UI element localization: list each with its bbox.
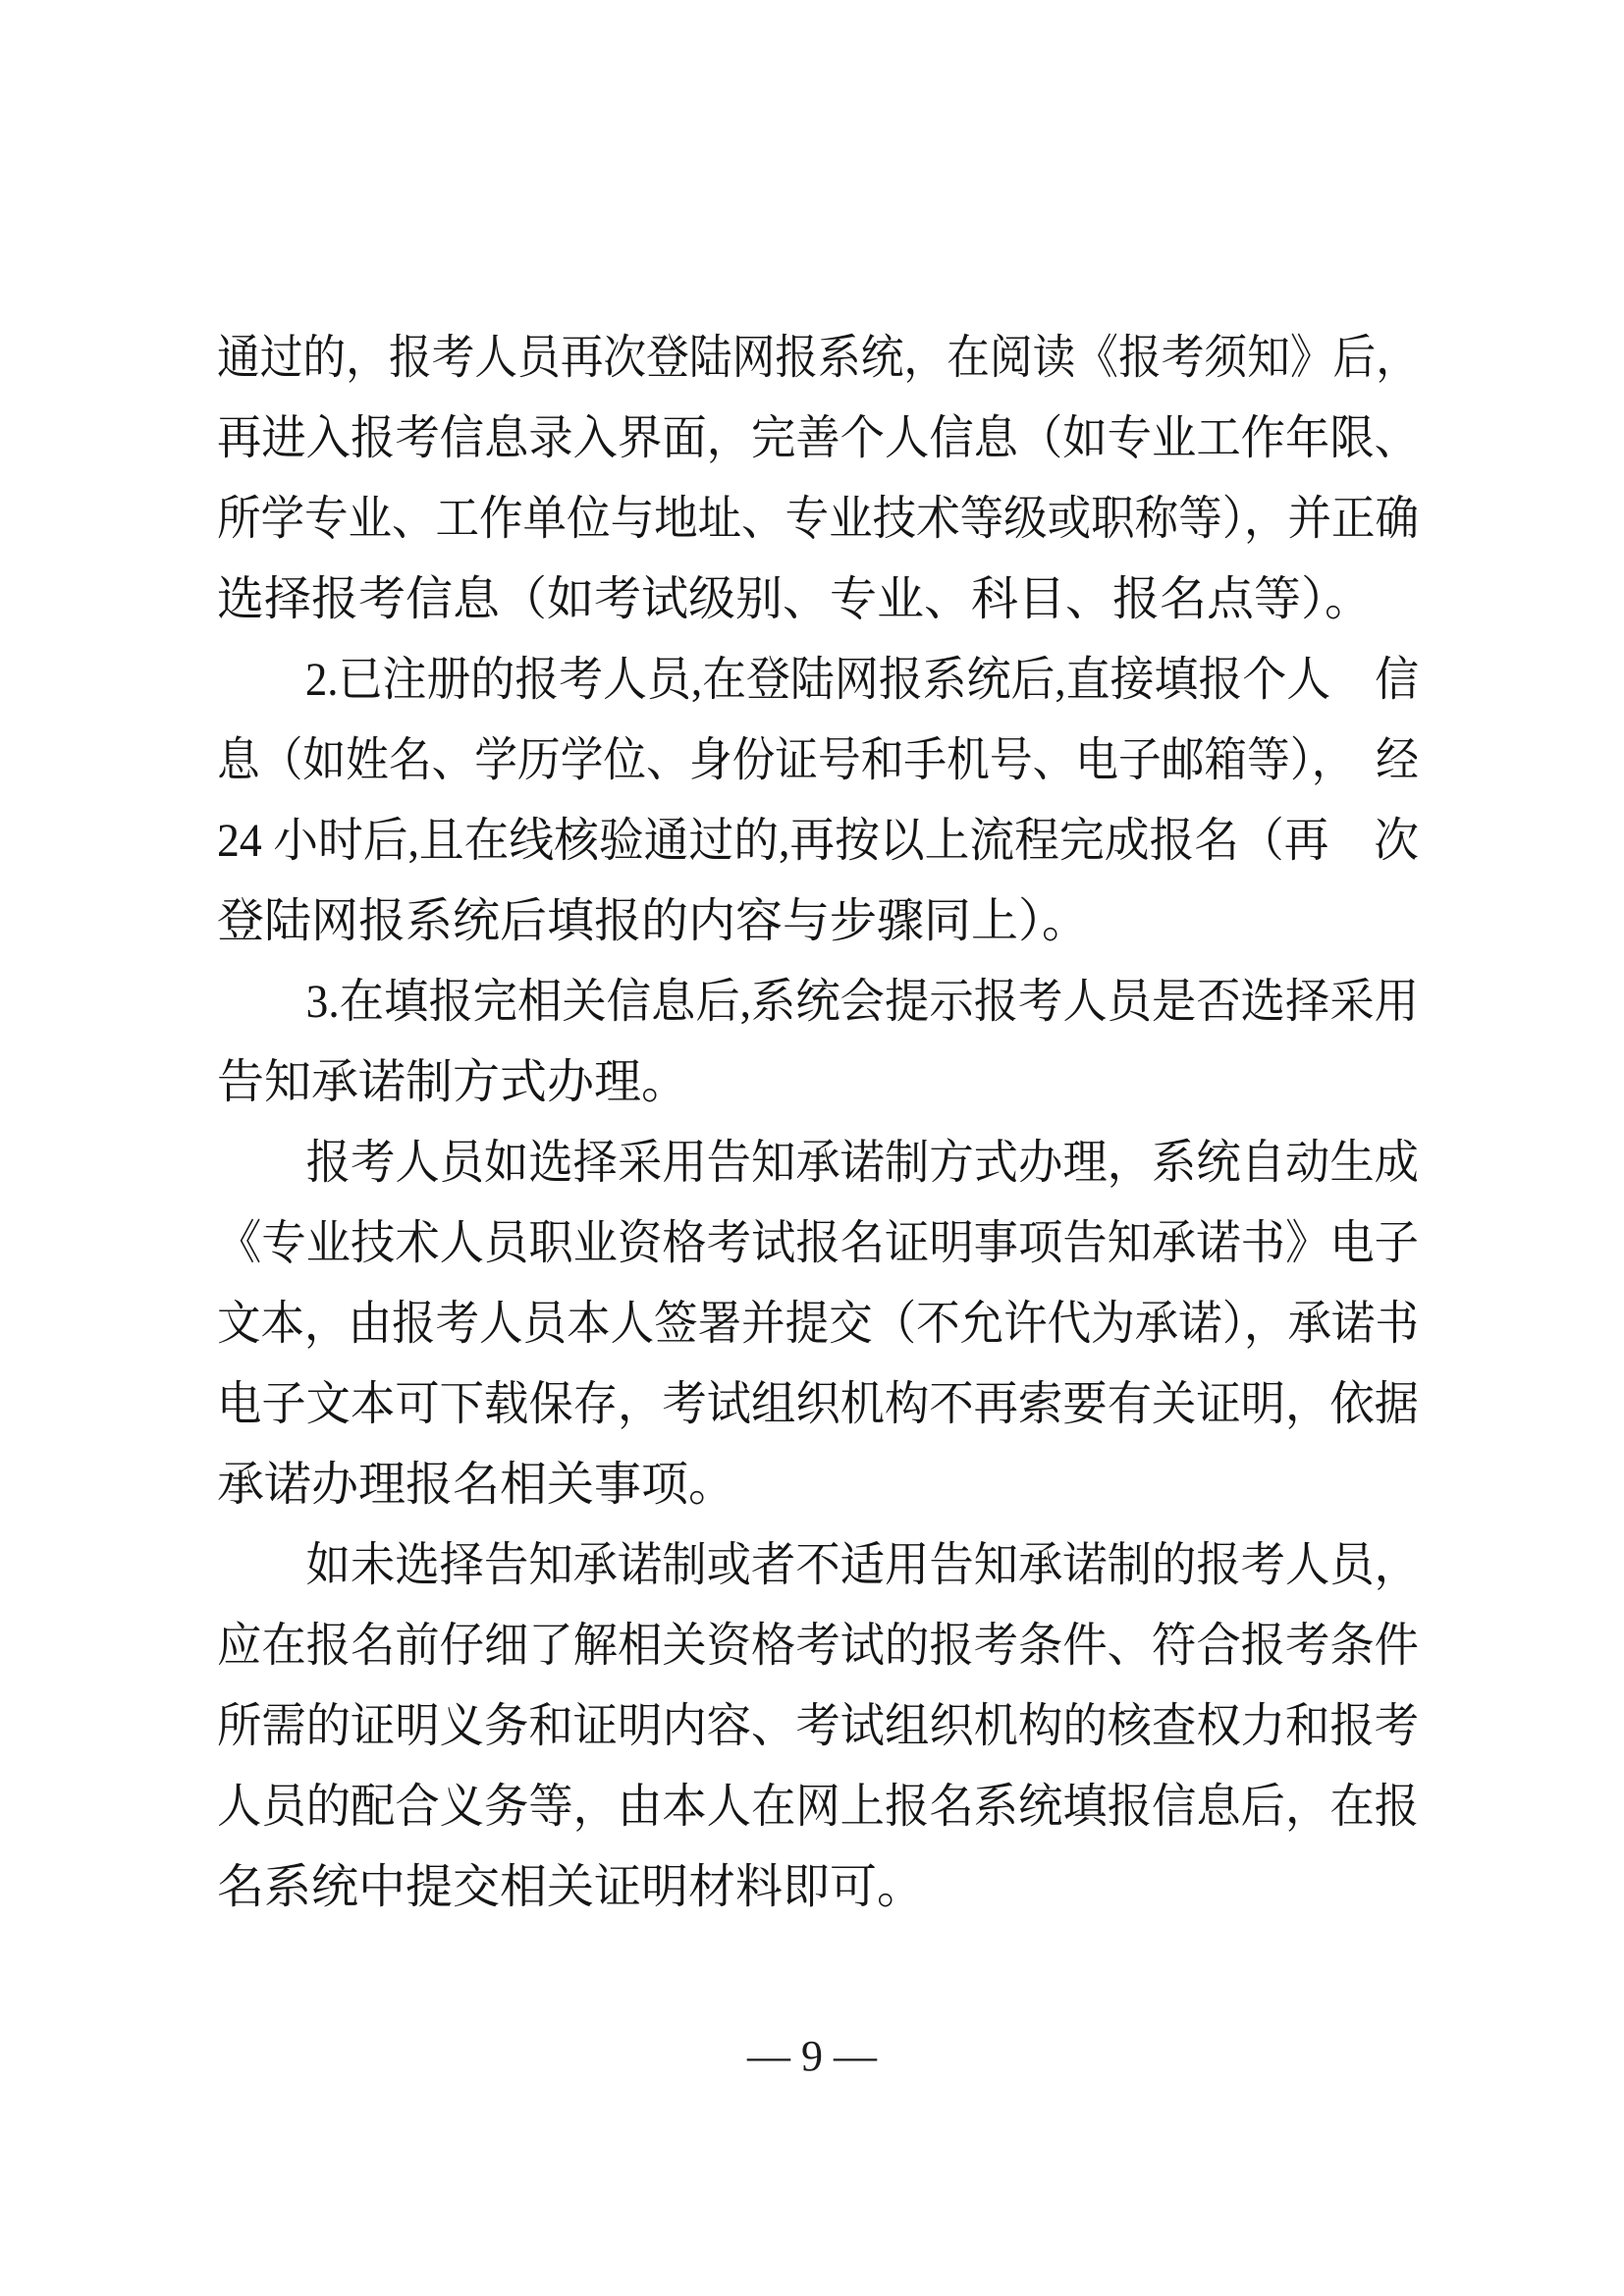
text-line-content: 告知承诺制方式办理。 (217, 1056, 689, 1108)
text-line (217, 1847, 1419, 1928)
text-line (217, 801, 1419, 881)
page-number: — 9 — (747, 2032, 877, 2080)
text-line-content: 息（如姓名、学历学位、身份证号和手机号、电子邮箱等）， 经 (217, 734, 1419, 786)
body-text (217, 318, 1419, 1928)
text-line (217, 318, 1419, 399)
text-line (217, 399, 1419, 479)
text-line (217, 1606, 1419, 1686)
text-line-content: 所需的证明义务和证明内容、考试组织机构的核查权力和报考 (217, 1700, 1419, 1752)
text-line-content: 应在报名前仔细了解相关资格考试的报考条件、符合报考条件 (217, 1620, 1419, 1672)
text-line-content: 通过的，报考人员再次登陆网报系统，在阅读《报考须知》后， (217, 332, 1419, 384)
text-line-content: 报考人员如选择采用告知承诺制方式办理，系统自动生成 (217, 1137, 1419, 1189)
text-line (217, 1364, 1419, 1445)
text-line (217, 1042, 1419, 1123)
text-line-content: 《专业技术人员职业资格考试报名证明事项告知承诺书》电子 (217, 1217, 1419, 1269)
text-line (217, 1686, 1419, 1767)
text-line (217, 1123, 1419, 1203)
text-line-content: 承诺办理报名相关事项。 (217, 1459, 736, 1511)
text-line (217, 479, 1419, 560)
text-line (217, 1525, 1419, 1606)
text-line-content: 人员的配合义务等，由本人在网上报名系统填报信息后，在报 (217, 1781, 1419, 1833)
text-line (217, 560, 1419, 640)
text-line-content: 登陆网报系统后填报的内容与步骤同上）。 (217, 895, 1090, 947)
text-line-content: 24 小时后,且在线核验通过的,再按以上流程完成报名（再 次 (217, 815, 1419, 867)
text-line (217, 881, 1419, 962)
text-line-content: 文本，由报考人员本人签署并提交（不允许代为承诺），承诺书 (217, 1298, 1419, 1350)
text-line-content: 选择报考信息（如考试级别、专业、科目、报名点等）。 (217, 573, 1373, 625)
text-line (217, 721, 1419, 801)
text-line-content: 再进入报考信息录入界面，完善个人信息（如专业工作年限、 (217, 412, 1419, 464)
text-line-content: 3.在填报完相关信息后,系统会提示报考人员是否选择采用 (217, 976, 1419, 1028)
text-line-content: 电子文本可下载保存，考试组织机构不再索要有关证明，依据 (217, 1378, 1419, 1430)
text-line (217, 640, 1419, 721)
text-line-content: 所学专业、工作单位与地址、专业技术等级或职称等），并正确 (217, 493, 1419, 545)
text-line-content: 名系统中提交相关证明材料即可。 (217, 1861, 925, 1913)
text-line (217, 1284, 1419, 1364)
text-line-content: 2.已注册的报考人员,在登陆网报系统后,直接填报个人 信 (217, 654, 1419, 706)
text-line (217, 1203, 1419, 1284)
text-line (217, 962, 1419, 1042)
text-line-content: 如未选择告知承诺制或者不适用告知承诺制的报考人员， (217, 1539, 1419, 1591)
text-line (217, 1445, 1419, 1525)
text-line (217, 1767, 1419, 1847)
